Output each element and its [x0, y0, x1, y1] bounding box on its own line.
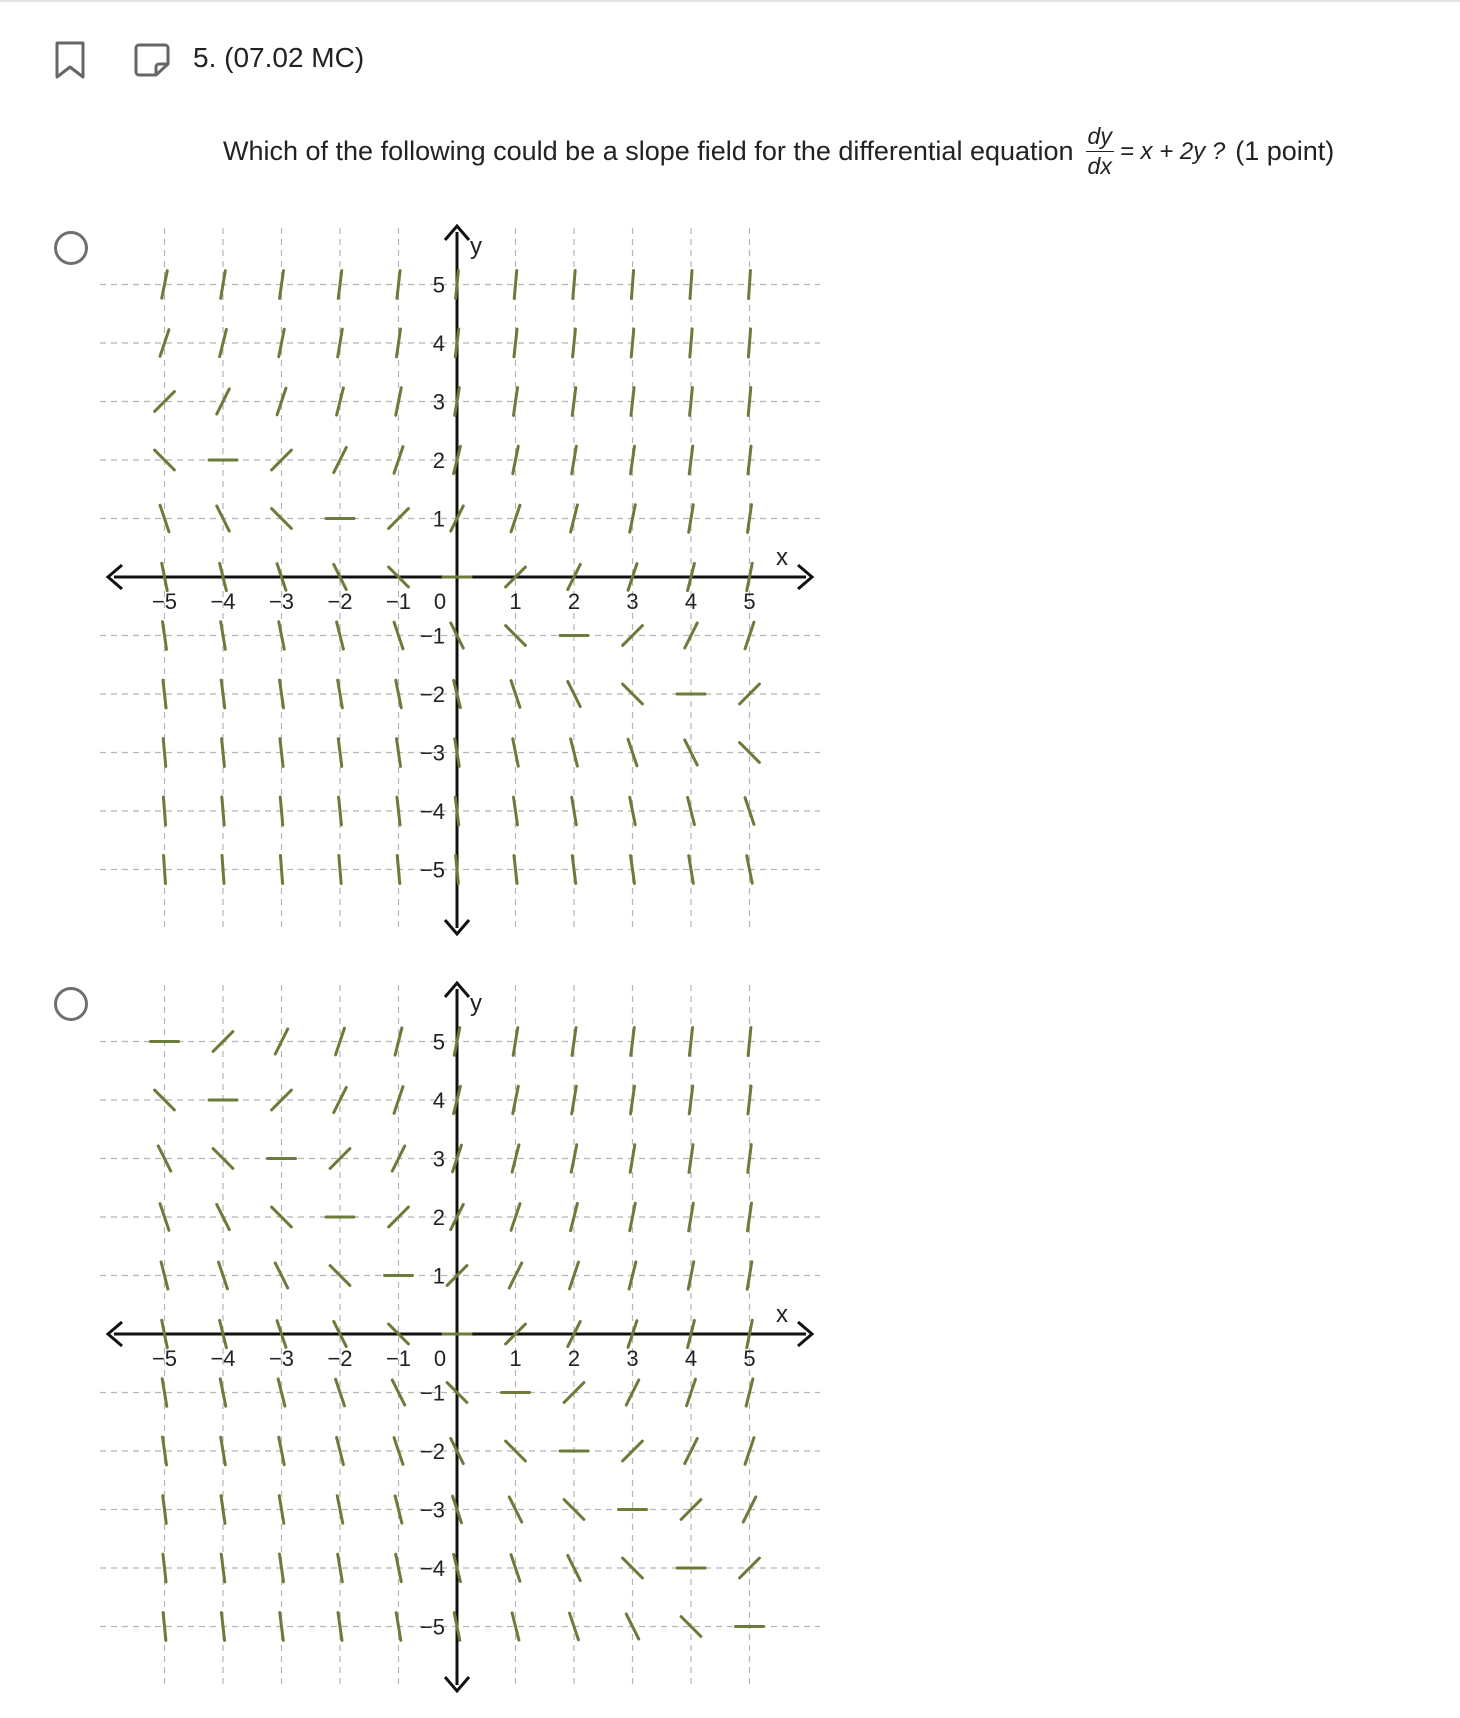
slope-segment: [631, 446, 635, 474]
slope-segment: [221, 680, 224, 708]
y-axis-label: y: [470, 990, 482, 1017]
fraction-numerator: dy: [1086, 125, 1114, 152]
slope-segment: [280, 271, 284, 299]
slope-segment: [337, 1496, 342, 1523]
equation-rhs: = x + 2y ?: [1119, 137, 1226, 165]
fraction-denominator: dx: [1087, 153, 1112, 179]
slope-segment: [514, 797, 518, 825]
slope-segment: [163, 1496, 166, 1524]
slope-segment: [514, 329, 517, 357]
x-tick-label: −3: [268, 1346, 295, 1371]
option-b-radio[interactable]: [54, 987, 88, 1021]
slope-segment: [748, 505, 752, 533]
slope-segment: [572, 1028, 576, 1056]
slope-segment: [631, 388, 634, 416]
slope-field-option-b: [100, 977, 820, 1697]
slope-segment: [163, 622, 167, 650]
x-tick-label: −1: [385, 589, 412, 614]
slope-segment: [748, 1145, 751, 1173]
y-tick-label: −1: [419, 1380, 445, 1406]
slope-segment: [163, 1437, 167, 1465]
y-tick-label: 2: [432, 1205, 445, 1230]
bookmark-icon[interactable]: [54, 40, 86, 80]
slope-segment: [280, 1613, 283, 1641]
slope-segment: [280, 680, 284, 708]
slope-segment: [280, 856, 282, 884]
slope-segment: [338, 271, 341, 299]
y-tick-label: 5: [432, 272, 445, 298]
slope-segment: [573, 271, 575, 299]
slope-segment: [689, 1086, 692, 1114]
slope-segment: [748, 1203, 752, 1231]
slope-segment: [221, 1496, 225, 1524]
slope-segment: [631, 1086, 635, 1114]
slope-segment: [631, 1028, 634, 1056]
y-tick-label: 3: [432, 389, 445, 415]
x-tick-label: 0: [433, 589, 447, 614]
x-tick-label: 3: [626, 1346, 639, 1371]
stem-text: Which of the following could be a slope field for the differential equation: [223, 136, 1074, 166]
slope-segment: [397, 797, 400, 825]
slope-segment: [222, 739, 225, 767]
x-tick-label: 2: [567, 589, 581, 614]
y-tick-label: −5: [419, 1614, 445, 1640]
y-axis-label: y: [470, 233, 482, 260]
y-tick-label: −2: [419, 1439, 445, 1464]
slope-field-option-a: [100, 220, 820, 940]
slope-segment: [748, 329, 750, 357]
x-tick-label: 4: [684, 1346, 698, 1371]
x-axis-label: x: [776, 1301, 788, 1328]
slope-segment: [280, 1554, 284, 1582]
slope-segment: [338, 1613, 342, 1641]
slope-segment: [690, 271, 692, 299]
question-stem: [223, 125, 1334, 178]
y-tick-label: −4: [419, 799, 445, 824]
y-tick-label: −4: [419, 1556, 445, 1581]
slope-segment: [689, 1028, 692, 1056]
points-label: (1 point): [1235, 136, 1335, 166]
y-tick-label: 3: [432, 1146, 445, 1172]
slope-segment: [689, 446, 692, 474]
slope-segment: [690, 388, 693, 416]
x-tick-label: −5: [151, 589, 178, 614]
slope-segment: [217, 389, 230, 414]
slope-segment: [222, 797, 224, 825]
y-tick-label: −5: [419, 857, 445, 883]
slope-segment: [280, 739, 283, 767]
x-tick-label: −5: [151, 1346, 178, 1371]
x-tick-label: −2: [327, 1346, 353, 1371]
slope-segment: [631, 271, 633, 299]
slope-segment: [512, 1145, 519, 1172]
x-tick-label: 5: [743, 589, 756, 614]
slope-segment: [513, 739, 518, 766]
slope-segment: [221, 1613, 224, 1641]
slope-segment: [163, 1554, 166, 1582]
y-tick-label: 1: [432, 1263, 445, 1289]
slope-segment: [163, 680, 166, 708]
y-tick-label: −2: [419, 682, 445, 707]
top-border: [0, 0, 1460, 2]
slope-segment: [573, 329, 576, 357]
slope-segment: [689, 1145, 693, 1173]
slope-segment: [339, 797, 342, 825]
slope-segment: [749, 271, 751, 299]
y-tick-label: 2: [432, 448, 445, 473]
x-tick-label: −4: [210, 589, 236, 614]
y-tick-label: 4: [432, 1088, 445, 1113]
slope-segment: [690, 329, 692, 357]
slope-segment: [397, 739, 401, 767]
slope-segment: [748, 388, 751, 416]
y-tick-label: −1: [419, 623, 445, 649]
y-tick-label: 1: [432, 506, 445, 532]
x-tick-label: −2: [327, 589, 353, 614]
slope-segment: [163, 739, 166, 767]
slope-segment: [221, 1554, 224, 1582]
slope-segment: [280, 797, 283, 825]
slope-segment: [397, 856, 400, 884]
x-tick-label: 4: [684, 589, 698, 614]
slope-segment: [748, 1086, 751, 1114]
slope-segment: [222, 856, 224, 884]
slope-segment: [748, 1028, 751, 1056]
x-tick-label: 3: [626, 589, 639, 614]
x-tick-label: 1: [509, 589, 522, 614]
x-tick-label: 2: [567, 1346, 581, 1371]
x-tick-label: 5: [743, 1346, 756, 1371]
x-tick-label: −3: [268, 589, 295, 614]
slope-segment: [164, 856, 166, 884]
x-tick-label: 0: [433, 1346, 447, 1371]
option-a-radio[interactable]: [54, 231, 88, 265]
slope-segment: [514, 388, 518, 416]
slope-segment: [397, 271, 400, 299]
y-tick-label: 4: [432, 331, 445, 356]
slope-segment: [514, 856, 517, 884]
y-tick-label: −3: [419, 740, 445, 766]
slope-segment: [339, 856, 341, 884]
slope-segment: [572, 388, 575, 416]
y-tick-label: 5: [432, 1029, 445, 1055]
y-tick-label: −3: [419, 1497, 445, 1523]
x-axis-label: x: [776, 544, 788, 571]
x-tick-label: 1: [509, 1346, 522, 1371]
slope-segment: [631, 329, 634, 357]
slope-segment: [163, 797, 165, 825]
slope-segment: [572, 856, 575, 884]
x-tick-label: −1: [385, 1346, 412, 1371]
derivative-fraction: [1086, 125, 1114, 178]
slope-segment: [397, 329, 401, 357]
slope-segment: [163, 1613, 166, 1641]
slope-segment: [748, 446, 751, 474]
slope-segment: [631, 856, 635, 884]
note-icon[interactable]: [133, 42, 171, 78]
slope-segment: [514, 271, 517, 299]
question-number: 5. (07.02 MC): [193, 42, 365, 73]
x-tick-label: −4: [210, 1346, 236, 1371]
slope-segment: [338, 739, 341, 767]
